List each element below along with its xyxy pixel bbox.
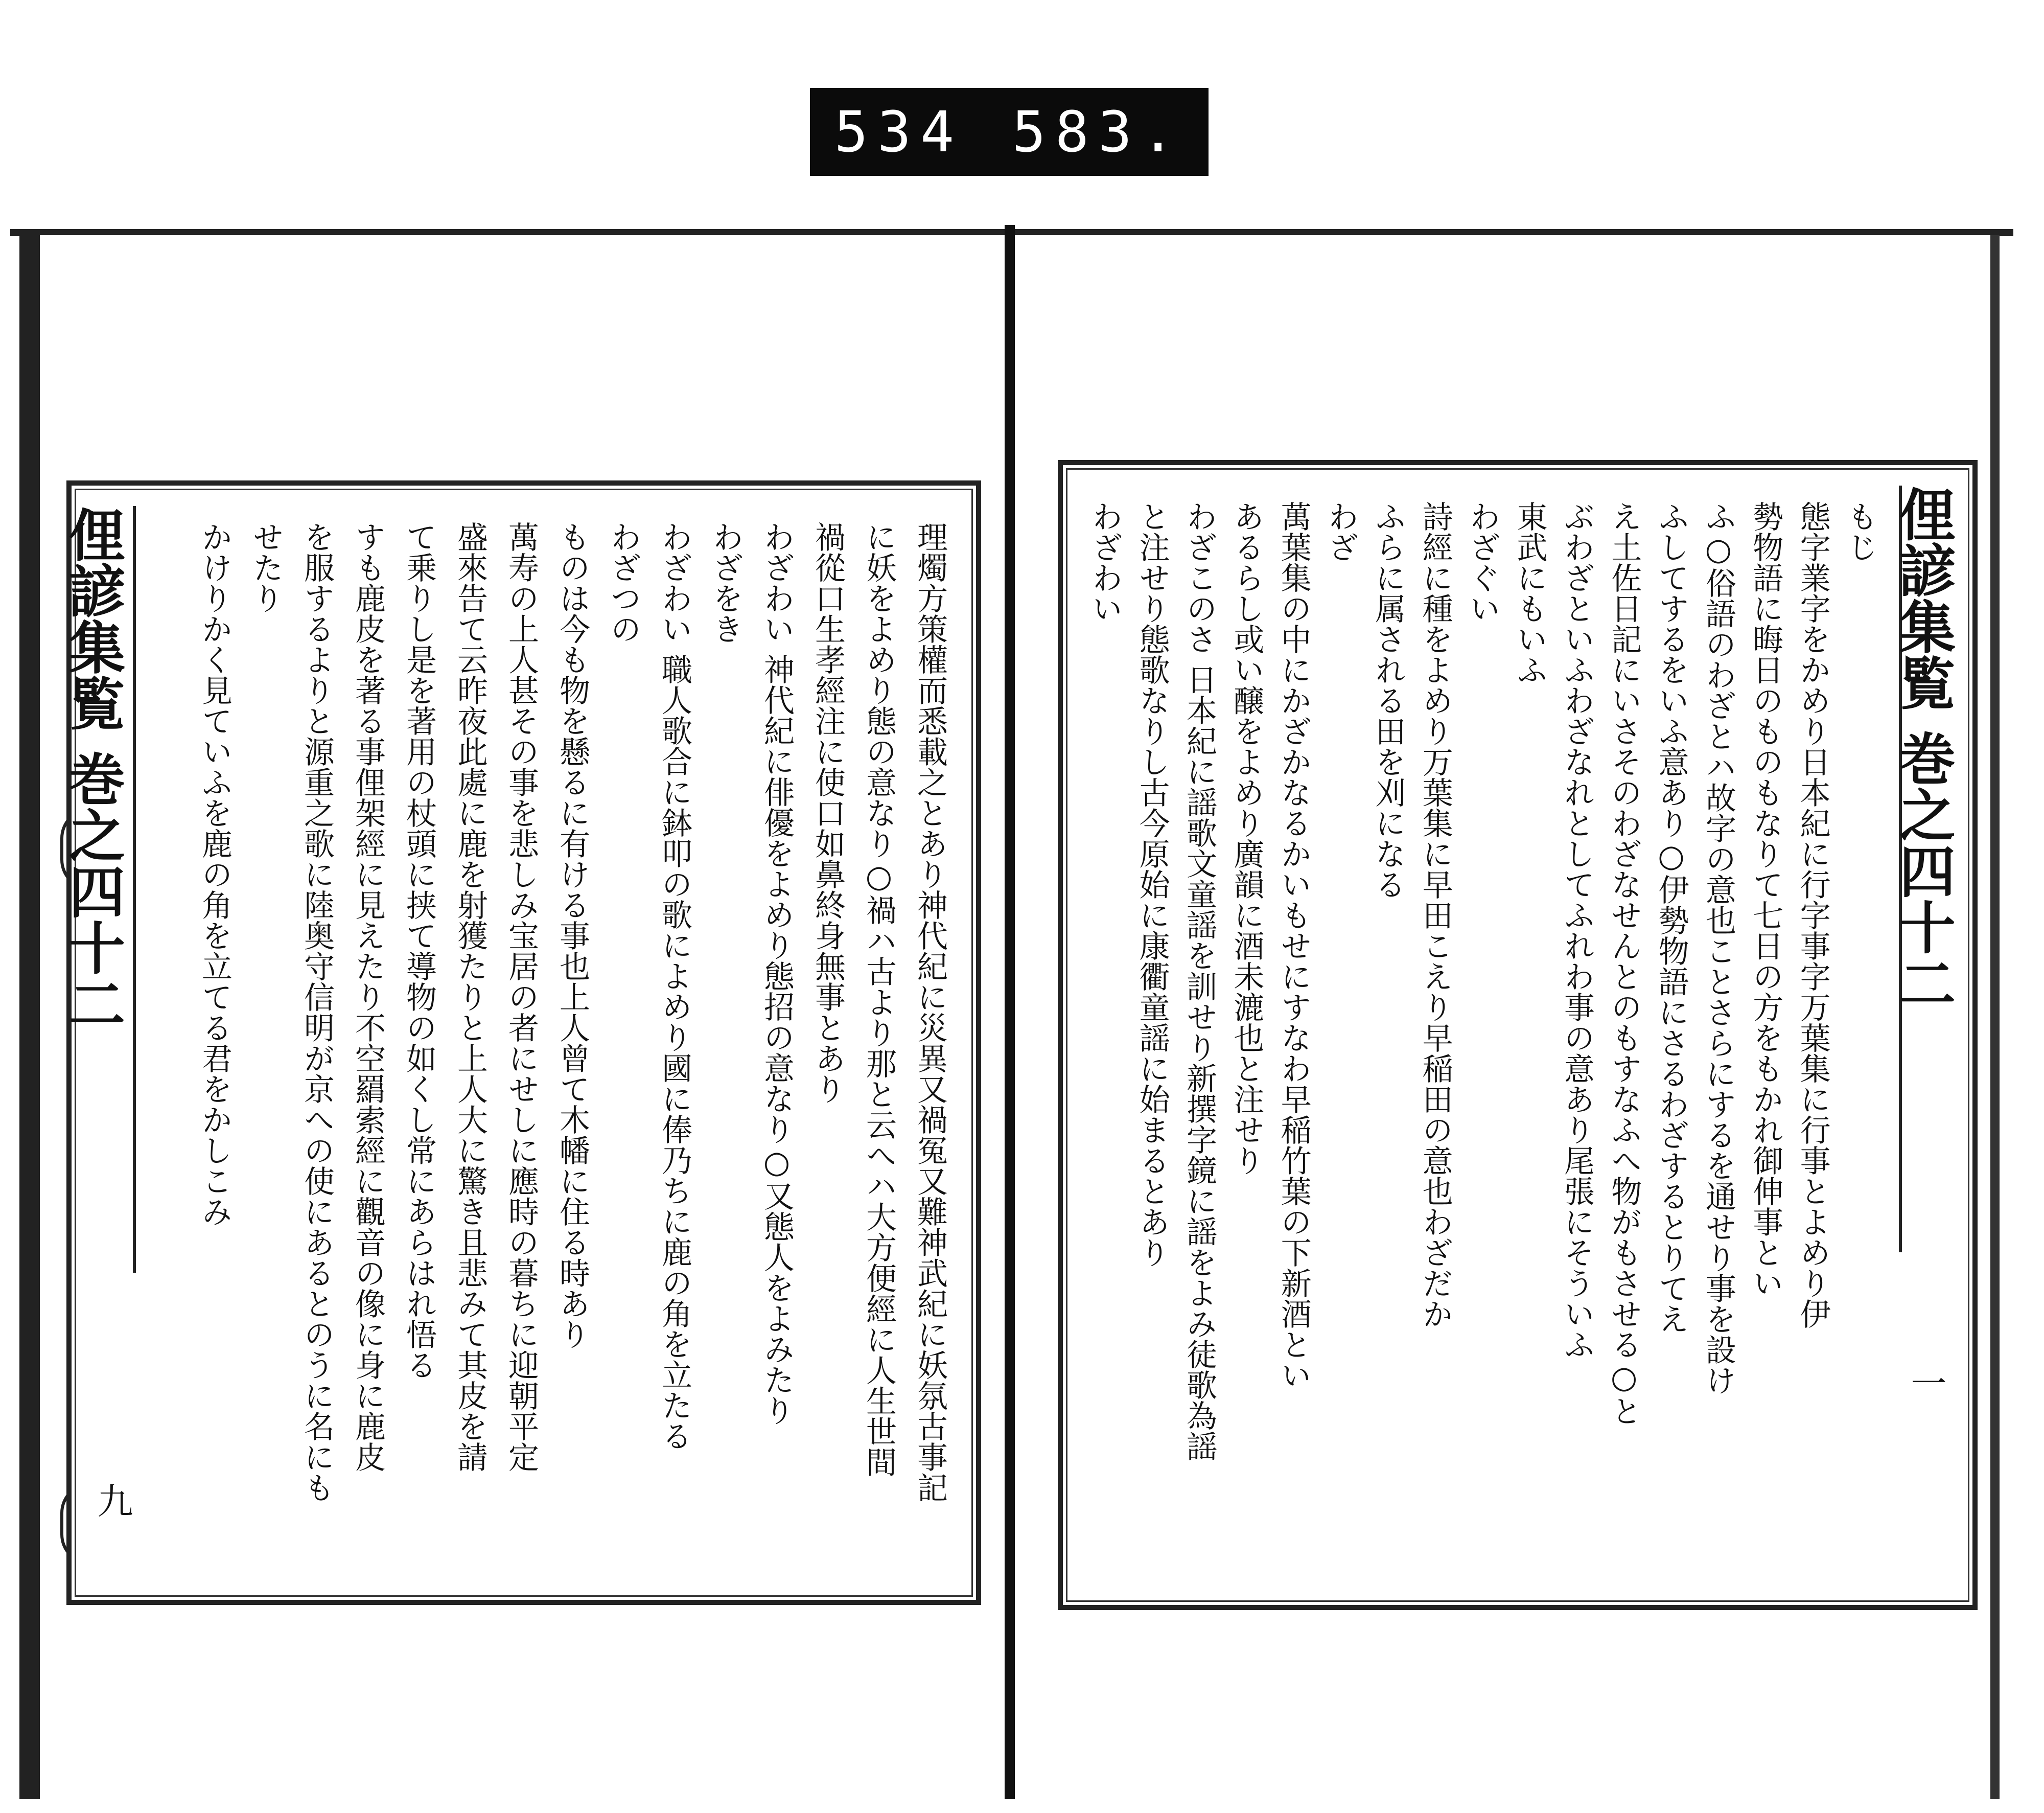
text-column: もじ	[1842, 501, 1878, 562]
text-column: ぶわざといふわざなれとしてふれわ事の意あり尾張にそういふ	[1559, 501, 1595, 1360]
archive-stamp	[810, 88, 1209, 176]
text-column: わざわい	[1087, 501, 1123, 624]
text-column: 盛來告て云昨夜此處に鹿を射獲たりと上人大に驚き且悲みて其皮を請	[452, 521, 488, 1472]
stamp-number-right: 583.	[1012, 99, 1184, 165]
text-column: と注せり態歌なりし古今原始に康衢童謡に始まるとあり	[1134, 501, 1170, 1268]
text-column: 東武にもいふ	[1512, 501, 1548, 685]
text-column: わざをき	[708, 521, 744, 644]
text-column: を服するよりと源重之歌に陸奥守信明が京への使にあるとのうに名にも	[299, 521, 335, 1503]
book-spine	[1005, 225, 1015, 1799]
folio-number: 九	[91, 1482, 133, 1518]
text-column: に妖をよめり態の意なり○禍ハ古より那と云へハ大方便經に人生世間	[861, 521, 897, 1477]
text-column: わざわい 神代紀に俳優をよめり態招の意なり○又態人をよみたり	[759, 521, 795, 1426]
right-text-frame	[1058, 460, 1978, 1610]
stamp-number-left: 534	[834, 99, 964, 165]
text-column: 理燭方策權而悉載之とあり神代紀に災異又禍冤又難神武紀に妖氛古事記	[912, 521, 948, 1503]
running-head: 俚諺集覧 巻之四十二	[77, 506, 136, 1273]
text-column: 萬寿の上人甚その事を悲しみ宝居の者にせしに應時の暮ちに迎朝平定	[503, 521, 539, 1472]
text-column: 禍從口生孝經注に使口如鼻終身無事とあり	[810, 521, 846, 1104]
text-column: ふらに属される田を刈になる	[1370, 501, 1406, 900]
text-column: すも鹿皮を著る事俚架經に見えたり不空羂索經に觀音の像に身に鹿皮	[350, 521, 386, 1472]
text-columns	[133, 521, 956, 1569]
text-column: え土佐日記にいさそのわざなせんとのもすなふへ物がもさせる○と	[1606, 501, 1642, 1426]
text-column: わざぐい	[1465, 501, 1501, 624]
left-text-frame	[60, 480, 981, 1605]
text-column: て乗りし是を著用の杖頭に挟て導物の如くし常にあらはれ悟る	[401, 521, 437, 1380]
text-column: ふ○俗語のわざとハ故字の意也ことさらにするを通せり事を設け	[1700, 501, 1736, 1395]
text-column: 詩經に種をよめり万葉集に早田こえり早稲田の意也わざだか	[1417, 501, 1453, 1329]
text-column: かけりかく見ていふを鹿の角を立てる君をかしこみ	[197, 521, 233, 1227]
text-column: わざわい 職人歌合に鉢叩の歌によめり國に俸乃ちに鹿の角を立たる	[657, 521, 692, 1452]
text-column: 勢物語に晦日のものもなりて七日の方をもかれ御伸事とい	[1748, 501, 1784, 1298]
text-column: わざつの	[606, 521, 641, 644]
text-column: 態字業字をかめり日本紀に行字事字万葉集に行事とよめり伊	[1795, 501, 1831, 1329]
text-column: わざ	[1323, 501, 1359, 562]
text-column: わざこのさ 日本紀に謡歌文童謡を訓せり新撰字鏡に謡をよみ徒歌為謡	[1181, 501, 1217, 1462]
text-column: ものは今も物を懸るに有ける事也上人曾て木幡に住る時あり	[554, 521, 590, 1349]
folio-number: 一	[1905, 1365, 1947, 1401]
text-column: せたり	[248, 521, 284, 613]
text-column: 萬葉集の中にかざかなるかいもせにすなわ早稲竹葉の下新酒とい	[1275, 501, 1312, 1390]
running-head: 俚諺集覧 巻之四十二	[1899, 486, 1963, 1252]
text-column: あるらし或い醸をよめり廣韻に酒未漉也と注せり	[1228, 501, 1265, 1176]
text-columns	[1083, 501, 1886, 1574]
text-column: ふしてするをいふ意あり○伊勢物語にさるわざするとりてえ	[1653, 501, 1689, 1334]
